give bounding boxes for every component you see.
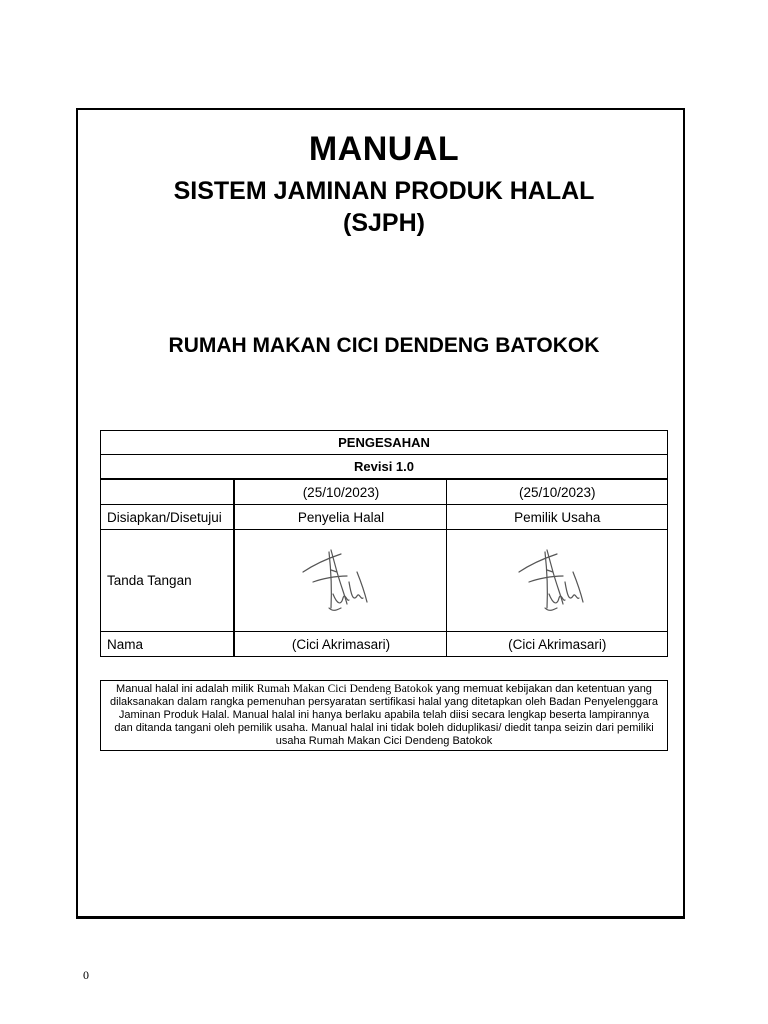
role-pemilik: Pemilik Usaha (447, 505, 668, 530)
notice-company-name: Rumah Makan Cici Dendeng Batokok (256, 683, 433, 695)
notice-text-start: Manual halal ini adalah milik (116, 683, 257, 695)
date-empty-cell (101, 479, 235, 505)
signature-label: Tanda Tangan (101, 530, 235, 632)
ownership-notice (100, 680, 668, 751)
notice-text-rest: yang memuat kebijakan dan ketentuan yang dilaksanakan dalam rangka pemenuhan persyaratan sertifikasi halal yang ditetapkan oleh Badan Penyelenggara Jaminan Produk Halal. Manual halal ini hanya berlaku apabila telah diisi secara lengkap beserta lampirannya dan ditanda tangani oleh pemilik usaha. Manual halal ini tidak boleh diduplikasi/ diedit tanpa seizin dari pemiliki usaha Rumah Makan Cici Dendeng Batokok (110, 683, 658, 747)
document-title: MANUAL (308, 130, 460, 168)
signature-cell-penyelia (234, 530, 447, 632)
name-pemilik: (Cici Akrimasari) (447, 632, 668, 657)
revision-label: Revisi 1.0 (101, 455, 668, 480)
approval-heading: PENGESAHAN (101, 431, 668, 455)
date-cell-penyelia: (25/10/2023) (234, 479, 447, 505)
name-label: Nama (101, 632, 235, 657)
approval-table (100, 430, 668, 657)
company-name: RUMAH MAKAN CICI DENDENG BATOKOK (168, 334, 600, 357)
page-border-double-line (76, 916, 685, 917)
signature-icon (301, 542, 381, 620)
date-cell-pemilik: (25/10/2023) (447, 479, 668, 505)
role-penyelia: Penyelia Halal (234, 505, 447, 530)
prepared-label: Disiapkan/Disetujui (101, 505, 235, 530)
signature-icon (517, 542, 597, 620)
name-penyelia: (Cici Akrimasari) (234, 632, 447, 657)
document-subtitle-line1: SISTEM JAMINAN PRODUK HALAL (173, 177, 595, 205)
signature-cell-pemilik (447, 530, 668, 632)
page-number: 0 (83, 968, 89, 982)
document-subtitle-line2: (SJPH) (343, 209, 425, 237)
